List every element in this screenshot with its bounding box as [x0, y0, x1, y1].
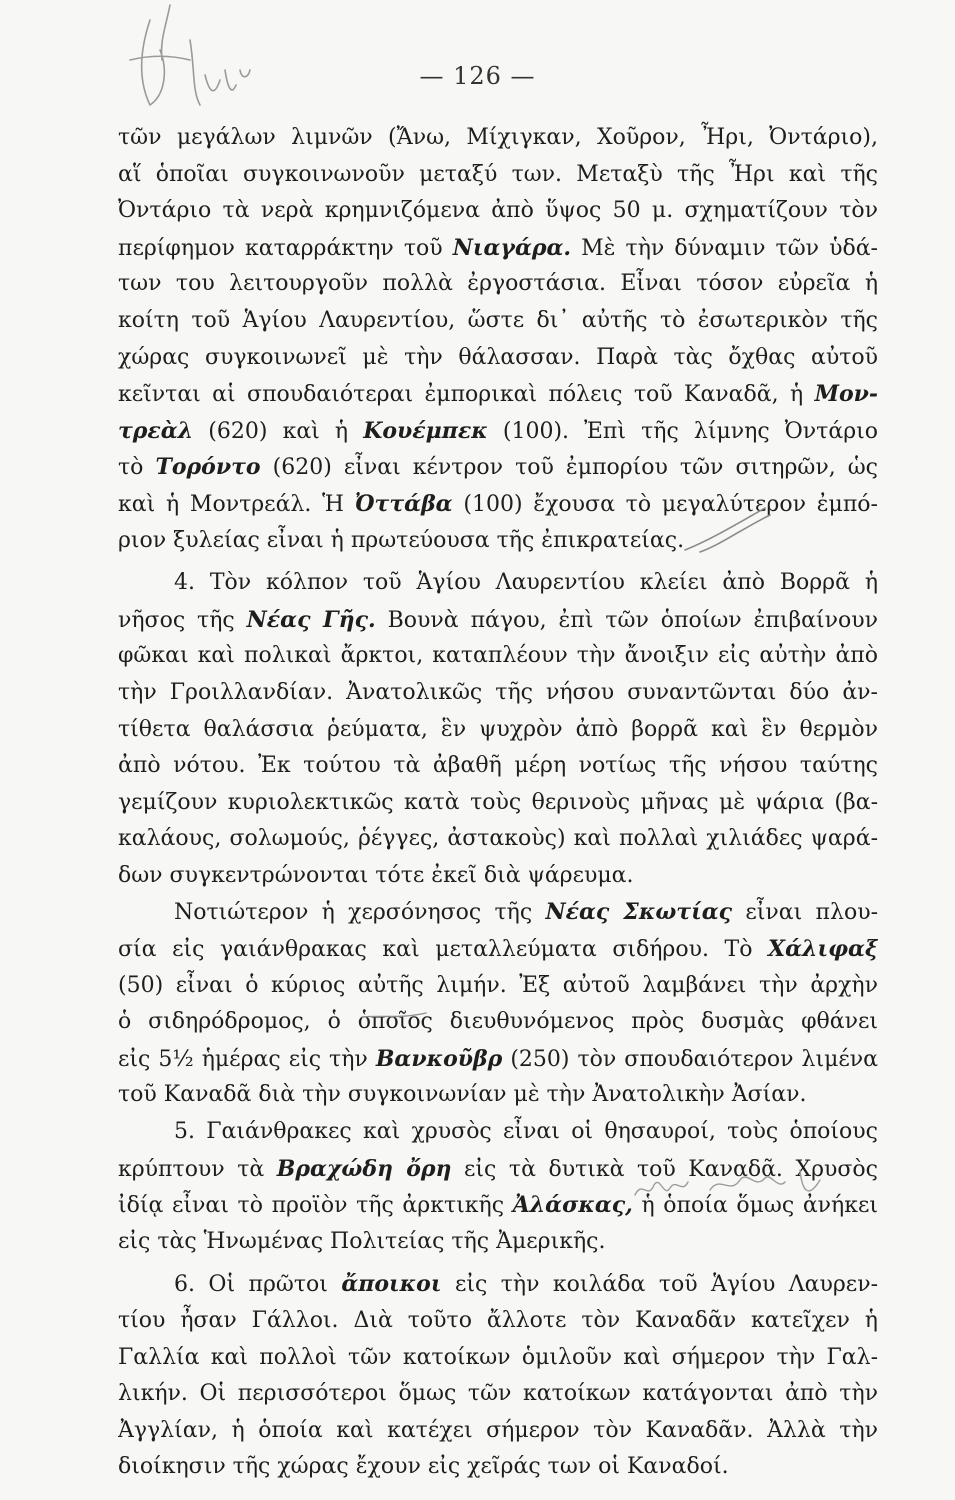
body-text — [118, 120, 878, 1486]
text-line: τὴν Γροιλλανδίαν. Ἀνατολικῶς τῆς νήσου συναντῶνται δύο ἀν- — [118, 679, 878, 705]
text-line — [118, 449, 878, 486]
text-run: τὸ — [118, 455, 144, 481]
text-line: τίθετα θαλάσσια ῥεύματα, ἓν ψυχρὸν ἀπὸ βορρᾶ καὶ ἓν θερμὸν — [118, 716, 878, 742]
text-line: αἵ ὁποῖαι συγκοινωνοῦν μεταξύ των. Μεταξὺ τῆς Ἦρι καὶ τῆς — [118, 161, 878, 187]
place-name-ottawa: Ὀττάβα — [354, 490, 453, 517]
text-line — [118, 1041, 878, 1078]
place-name-vancouver: Βανκοῦβρ — [375, 1045, 503, 1072]
text-line: καλάους, σολωμούς, ῥέγγες, ἀστακοὺς) καὶ πολλαὶ χιλιάδες ψαρά- — [118, 826, 878, 852]
text-run: σία εἰς γαιάνθρακας καὶ μεταλλεύματα σιδήρου. Τὸ — [118, 937, 753, 963]
text-run: (620) καὶ ἡ — [208, 418, 349, 444]
text-line — [118, 376, 878, 413]
text-line: φῶκαι καὶ πολικαὶ ἄρκτοι, καταπλέουν τὴν ἄνοιξιν εἰς αὐτὴν ἀπὸ — [118, 643, 878, 669]
term-settlers: ἄποικοι — [341, 1271, 442, 1298]
text-line: ριον ξυλείας εἶναι ἡ πρωτεύουσα τῆς ἐπικρατείας. — [118, 527, 685, 553]
place-name-quebec: Κουέμπεκ — [363, 417, 488, 444]
place-name-newfoundland: Νέας Γῆς. — [246, 606, 376, 633]
text-run: (250) τὸν σπουδαιότερον λιμένα — [510, 1046, 878, 1072]
text-run: εἰς 5½ ἡμέρας εἰς τὴν — [118, 1046, 368, 1072]
text-line — [118, 931, 878, 968]
text-line: Γαλλία καὶ πολλοὶ τῶν κατοίκων ὁμιλοῦν καὶ σήμερον τὴν Γαλ- — [118, 1344, 878, 1370]
text-line: κοίτη τοῦ Ἁγίου Λαυρεντίου, ὥστε δι᾽ αὐτῆς τὸ ἐσωτερικὸν τῆς — [118, 307, 878, 333]
text-line: 5. Γαιάνθρακες καὶ χρυσὸς εἶναι οἱ θησαυροί, τοὺς ὁποίους — [174, 1119, 878, 1145]
text-line: τίου ἦσαν Γάλλοι. Διὰ τοῦτο ἄλλοτε τὸν Καναδᾶν κατεῖχεν ἡ — [118, 1308, 878, 1333]
text-run: (100). Ἐπὶ τῆς λίμνης Ὀντάριο — [502, 418, 878, 444]
text-line: Ἀγγλίαν, ἡ ὁποία καὶ κατέχει σήμερον τὸν Καναδᾶν. Ἀλλὰ τὴν — [118, 1417, 878, 1443]
pencil-underline-mark — [360, 1005, 430, 1025]
text-line: χώρας συγκοινωνεῖ μὲ τὴν θάλασσαν. Παρὰ τὰς ὄχθας αὐτοῦ — [118, 344, 878, 370]
text-run: εἶναι πλου- — [745, 900, 878, 926]
text-line: γεμίζουν κυριολεκτικῶς κατὰ τοὺς θερινοὺς μῆνας μὲ ψάρια (βα- — [118, 789, 878, 815]
text-line: δων συγκεντρώνονται τότε ἐκεῖ διὰ ψάρευμα. — [118, 862, 634, 888]
place-name-toronto: Τορόντο — [155, 454, 261, 481]
text-run: Βουνὰ πάγου, ἐπὶ τῶν ὁποίων ἐπιβαίνουν — [387, 607, 878, 633]
text-line: διοίκησιν τῆς χώρας ἔχουν εἰς χεῖράς των οἱ Καναδοί. — [118, 1454, 729, 1480]
text-run: περίφημον καταρράκτην τοῦ — [118, 235, 443, 261]
text-run: εἰς τὴν κοιλάδα τοῦ Ἁγίου Λαυρεν- — [454, 1272, 878, 1298]
text-run: εἰς τὰ δυτικὰ τοῦ Καναδᾶ. Χρυσὸς — [464, 1156, 878, 1182]
text-line: 4. Τὸν κόλπον τοῦ Ἁγίου Λαυρεντίου κλείει ἀπὸ Βορρᾶ ἡ — [174, 570, 878, 596]
place-name-montreal-part1: Μον- — [814, 381, 878, 408]
text-line — [118, 894, 878, 931]
text-line: των του λειτουργοῦν πολλὰ ἐργοστάσια. Εἶναι τόσον εὐρεῖα ἡ — [118, 271, 878, 297]
text-line: (50) εἶναι ὁ κύριος αὐτῆς λιμήν. Ἐξ αὐτοῦ λαμβάνει τὴν ἀρχὴν — [118, 972, 878, 998]
text-line: τῶν μεγάλων λιμνῶν (Ἄνω, Μίχιγκαν, Χοῦρον, Ἦρι, Ὀντάριο), — [118, 125, 878, 150]
place-name-halifax: Χάλιφαξ — [768, 936, 878, 963]
margin-signature — [110, 0, 280, 120]
text-line — [118, 413, 878, 450]
text-run: νῆσος τῆς — [118, 607, 235, 633]
place-name-rocky-mountains: Βραχώδη ὄρη — [276, 1155, 452, 1182]
text-run: κεῖνται αἱ σπουδαιότεραι ἐμπορικαὶ πόλεις τοῦ Καναδᾶ, ἡ — [118, 382, 804, 408]
text-line: τοῦ Καναδᾶ διὰ τὴν συγκοινωνίαν μὲ τὴν Ἀνατολικὴν Ἀσίαν. — [118, 1082, 807, 1108]
text-line: Ὀντάριο τὰ νερὰ κρημνιζόμενα ἀπὸ ὕψος 50 μ. σχηματίζουν τὸν — [118, 198, 878, 224]
text-line: ἀπὸ νότου. Ἐκ τούτου τὰ ἀβαθῆ μέρη νοτίως τῆς νήσου ταύτης — [118, 753, 878, 779]
text-run: κρύπτουν τὰ — [118, 1156, 265, 1182]
text-line: ὁ σιδηρόδρομος, ὁ ὁποῖος διευθυνόμενος πρὸς δυσμὰς φθάνει — [118, 1009, 878, 1035]
text-run: Μὲ τὴν δύναμιν τῶν ὑδά- — [581, 235, 878, 261]
text-run: καὶ ἡ Μοντρεάλ. Ἡ — [118, 491, 344, 517]
text-line — [118, 230, 878, 267]
pencil-stroke-end-paragraph — [680, 500, 780, 560]
place-name-nova-scotia: Νέας Σκωτίας — [545, 899, 733, 926]
text-run: 6. Οἱ πρῶτοι — [174, 1272, 328, 1298]
text-run: (620) εἶναι κέντρον τοῦ ἐμπορίου τῶν σιτηρῶν, ὡς — [272, 455, 878, 481]
place-name-montreal-part2: τρεὰλ — [118, 417, 194, 444]
text-line: λικήν. Οἱ περισσότεροι ὅμως τῶν κατοίκων κατάγονται ἀπὸ τὴν — [118, 1381, 878, 1407]
text-line: εἰς τὰς Ἡνωμένας Πολιτείας τῆς Ἀμερικῆς. — [118, 1228, 606, 1254]
place-name-niagara: Νιαγάρα. — [452, 234, 572, 261]
place-name-alaska: Ἀλάσκας, — [512, 1192, 633, 1219]
text-line — [118, 602, 878, 639]
text-run: ἡ ὁποία ὅμως ἀνήκει — [641, 1193, 878, 1219]
text-line — [118, 1266, 878, 1303]
page-number: — 126 — — [419, 62, 536, 90]
text-run: ἰδίᾳ εἶναι τὸ προϊὸν τῆς ἀρκτικῆς — [118, 1193, 505, 1219]
text-run: (100) ἔχουσα τὸ μεγαλύτερον ἐμπό- — [463, 491, 878, 517]
pencil-note-margin — [630, 1160, 830, 1215]
text-run: Νοτιώτερον ἡ χερσόνησος τῆς — [174, 900, 533, 926]
